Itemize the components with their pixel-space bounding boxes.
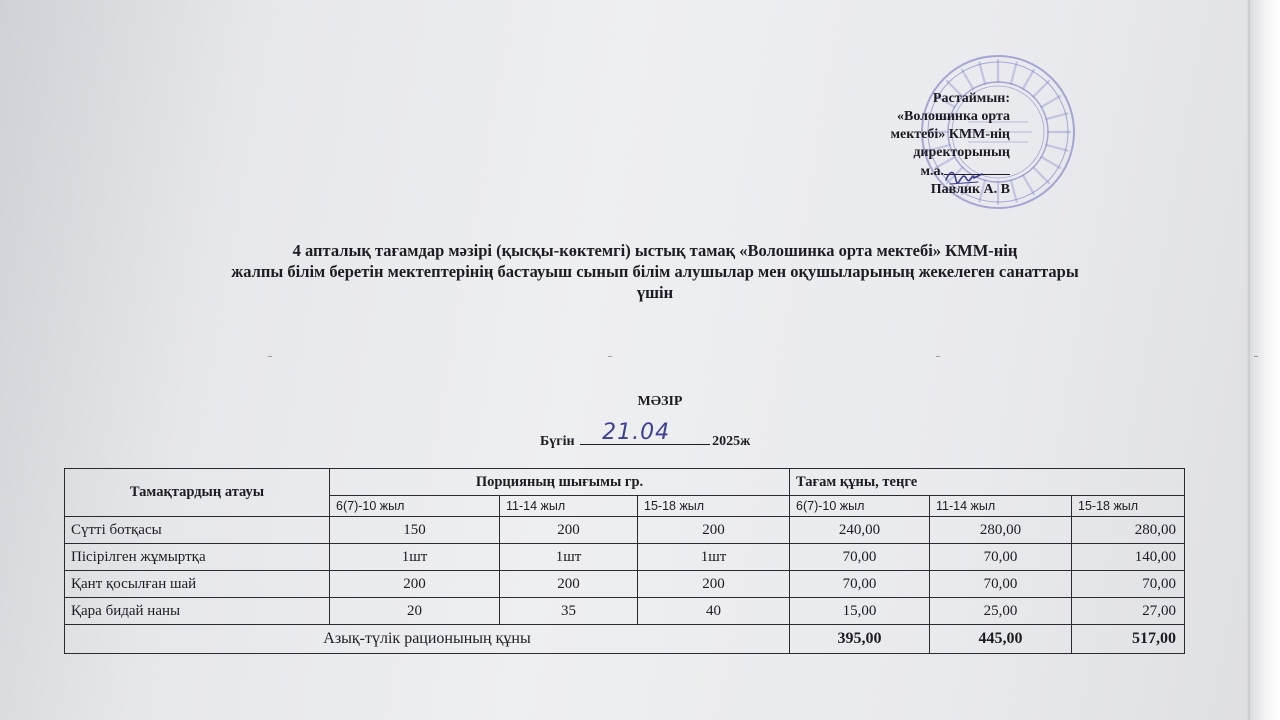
stray-mark: ¨ [268,352,272,366]
total-cost-cell: 445,00 [930,625,1072,654]
header-dish-name: Тамақтардың атауы [65,469,330,517]
cost-cell: 70,00 [790,571,930,598]
handwritten-date: 21.04 [602,420,671,445]
date-line [540,420,751,450]
table-row [65,571,1185,598]
total-cost-cell: 395,00 [790,625,930,654]
title-line: 4 апталық тағамдар мәзірі (қысқы-көктемгі) ыстық тамақ «Волошинка орта мектебі» КММ-нің [292,241,1018,260]
cost-cell: 70,00 [790,544,930,571]
dish-name: Сүтті ботқасы [65,517,330,544]
age-header: 11-14 жыл [500,496,638,517]
age-header: 6(7)-10 жыл [790,496,930,517]
approval-line: м.а. [920,164,944,179]
cost-cell: 15,00 [790,598,930,625]
portion-cell: 200 [500,571,638,598]
portion-cell: 1шт [330,544,500,571]
header-portion-group: Порцияның шығымы гр. [330,469,790,496]
approval-line: «Волошинка орта [897,109,1010,124]
portion-cell: 40 [638,598,790,625]
total-cost-cell: 517,00 [1072,625,1185,654]
cost-cell: 70,00 [930,571,1072,598]
portion-cell: 20 [330,598,500,625]
stray-mark: ¨ [1254,352,1258,366]
table-row [65,598,1185,625]
cost-cell: 280,00 [930,517,1072,544]
stray-mark: ¨ [608,352,612,366]
header-cost-group: Тағам құны, теңге [790,469,1185,496]
document-title [60,240,1250,303]
date-blank [580,420,710,445]
cost-cell: 25,00 [930,598,1072,625]
dish-name: Қант қосылған шай [65,571,330,598]
age-header: 11-14 жыл [930,496,1072,517]
cost-cell: 140,00 [1072,544,1185,571]
portion-cell: 1шт [638,544,790,571]
paper-edge [1248,0,1280,720]
portion-cell: 200 [638,571,790,598]
table-row [65,544,1185,571]
cost-cell: 280,00 [1072,517,1185,544]
age-header: 15-18 жыл [1072,496,1185,517]
date-prefix: Бүгін [540,434,575,449]
portion-cell: 200 [330,571,500,598]
age-header: 6(7)-10 жыл [330,496,500,517]
portion-cell: 35 [500,598,638,625]
cost-cell: 27,00 [1072,598,1185,625]
total-row [65,625,1185,654]
paper-shadow [1246,0,1250,720]
table-row [65,517,1185,544]
portion-cell: 200 [638,517,790,544]
cost-cell: 70,00 [1072,571,1185,598]
portion-cell: 200 [500,517,638,544]
menu-heading: МӘЗІР [637,394,683,409]
portion-cell: 1шт [500,544,638,571]
cost-cell: 70,00 [930,544,1072,571]
handwritten-signature [944,166,984,188]
title-line: жалпы білім беретін мектептерінің бастауыш сынып білім алушылар мен оқушыларының жекелеген санаттары [231,262,1079,281]
menu-table [64,468,1185,654]
age-header: 15-18 жыл [638,496,790,517]
title-line: үшін [636,283,674,302]
approval-line: Павлик А. В [930,182,1010,197]
dish-name: Пісірілген жұмыртқа [65,544,330,571]
dish-name: Қара бидай наны [65,598,330,625]
total-label: Азық-түлік рационының құны [65,625,790,654]
portion-cell: 150 [330,517,500,544]
approval-line: Растаймын: [932,91,1010,106]
cost-cell: 240,00 [790,517,930,544]
date-suffix: 2025ж [712,434,751,449]
approval-line: директорының [913,145,1010,160]
stray-mark: ¨ [936,352,940,366]
approval-line: мектебі» КММ-нің [890,127,1010,142]
